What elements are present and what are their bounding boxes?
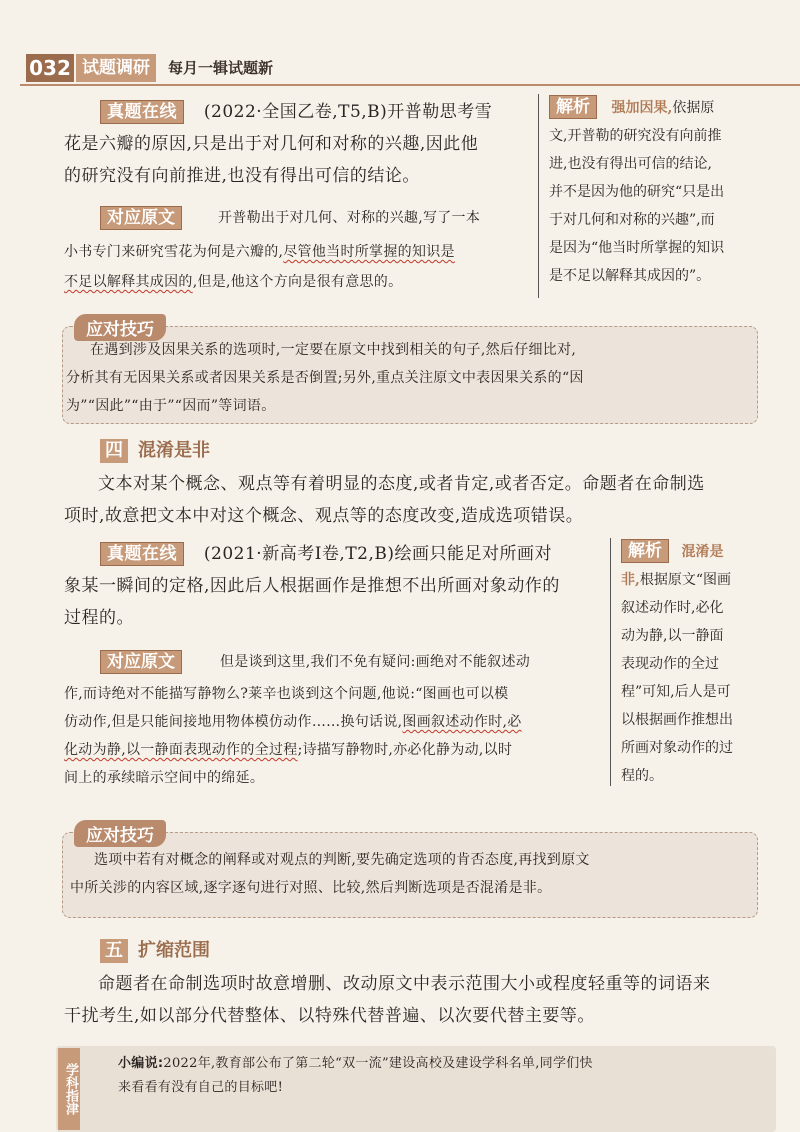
question-line: 象某一瞬间的定格,因此后人根据画作是推想不出所画对象动作的 bbox=[64, 576, 560, 596]
question-line: 的研究没有向前推进,也没有得出可信的结论。 bbox=[64, 166, 420, 186]
analysis-line: 所画对象动作的过 bbox=[621, 740, 733, 756]
header-rule bbox=[20, 84, 800, 86]
editor-line: 2022年,教育部公布了第二轮“双一流”建设高校及建设学科名单,同学们快 bbox=[163, 1056, 593, 1071]
analysis-line: 是不足以解释其成因的”。 bbox=[549, 268, 711, 284]
analysis-line: 表现动作的全过 bbox=[621, 656, 719, 672]
original-text-tag: 对应原文 bbox=[100, 206, 182, 230]
analysis-line: 文,开普勒的研究没有向前推 bbox=[549, 128, 722, 144]
analysis-line: 动为静,以一静面 bbox=[621, 628, 724, 644]
editor-line: 来看看有没有自己的目标吧! bbox=[118, 1080, 284, 1095]
section-title: 混淆是非 bbox=[138, 440, 210, 461]
paragraph-line: 命题者在命制选项时故意增删、改动原文中表示范围大小或程度轻重等的词语来 bbox=[98, 974, 711, 994]
tip-line: 为”“因此”“由于”“因而”等词语。 bbox=[66, 398, 276, 414]
section-tag: 试题调研 bbox=[76, 54, 156, 82]
real-question-tag: 真题在线 bbox=[100, 100, 184, 124]
tip-tag: 应对技巧 bbox=[74, 820, 166, 847]
original-text-line: 但是谈到这里,我们不免有疑问:画绝对不能叙述动 bbox=[220, 654, 531, 670]
original-text-tag: 对应原文 bbox=[100, 650, 182, 674]
page-number: 032 bbox=[26, 54, 74, 82]
analysis-highlight: 非, bbox=[621, 572, 640, 588]
tip-line: 分析其有无因果关系或者因果关系是否倒置;另外,重点关注原文中表因果关系的“因 bbox=[66, 370, 584, 386]
underlined-text: 不足以解释其成因的 bbox=[64, 274, 193, 290]
analysis-highlight: 强加因果, bbox=[611, 100, 673, 116]
analysis-line: 根据原文“图画 bbox=[639, 572, 732, 588]
editor-label: 小编说: bbox=[118, 1056, 164, 1071]
analysis-line: 进,也没有得出可信的结论, bbox=[549, 156, 712, 172]
analysis-line: 并不是因为他的研究“只是出 bbox=[549, 184, 725, 200]
original-text-line: 开普勒出于对几何、对称的兴趣,写了一本 bbox=[218, 210, 481, 226]
analysis-line: 叙述动作时,必化 bbox=[621, 600, 724, 616]
real-question-tag: 真题在线 bbox=[100, 542, 184, 566]
tip-line: 选项中若有对概念的阐释或对观点的判断,要先确定选项的肯否态度,再找到原文 bbox=[94, 852, 590, 868]
question-line: 绘画只能足对所画对 bbox=[394, 544, 553, 564]
question-source: (2021·新高考Ⅰ卷,T2,B) bbox=[203, 544, 395, 564]
question-source: (2022·全国乙卷,T5,B) bbox=[203, 102, 388, 122]
question-line: 过程的。 bbox=[64, 608, 134, 628]
original-text-line: 仿动作,但是只能间接地用物体模仿动作……换句话说, bbox=[64, 714, 403, 730]
analysis-panel bbox=[538, 94, 779, 298]
question-line: 花是六瓣的原因,只是出于对几何和对称的兴趣,因此他 bbox=[64, 134, 479, 154]
analysis-line: 于对几何和对称的兴趣”,而 bbox=[549, 212, 715, 228]
tip-line: 中所关涉的内容区域,逐字逐句进行对照、比较,然后判断选项是否混淆是非。 bbox=[70, 880, 552, 896]
section-number: 五 bbox=[100, 939, 128, 963]
analysis-line: 程”可知,后人是可 bbox=[621, 684, 731, 700]
original-text-line: ,但是,他这个方向是很有意思的。 bbox=[192, 274, 403, 290]
question-block-1 bbox=[100, 96, 530, 128]
analysis-line: 依据原 bbox=[672, 100, 715, 116]
original-text-line: 作,而诗绝对不能描写静物么?莱辛也谈到这个问题,他说:“图画也可以模 bbox=[64, 686, 509, 702]
underlined-text: 尽管他当时所掌握的知识是 bbox=[283, 244, 455, 260]
underlined-text: 图画叙述动作时,必 bbox=[402, 714, 522, 730]
question-line: 开普勒思考雪 bbox=[387, 102, 493, 122]
original-text-line: ;诗描写静物时,亦必化静为动,以时 bbox=[297, 742, 513, 758]
analysis-line: 程的。 bbox=[621, 768, 663, 784]
section-number: 四 bbox=[100, 439, 128, 463]
analysis-tag: 解析 bbox=[621, 539, 669, 563]
paragraph-line: 文本对某个概念、观点等有着明显的态度,或者肯定,或者否定。命题者在命制选 bbox=[98, 474, 705, 494]
section-title: 扩缩范围 bbox=[138, 940, 210, 961]
underlined-text: 化动为静,以一静面表现动作的全过程 bbox=[64, 742, 298, 758]
original-text-line: 间上的承续暗示空间中的绵延。 bbox=[64, 770, 265, 786]
paragraph-line: 项时,故意把文本中对这个概念、观点等的态度改变,造成选项错误。 bbox=[64, 506, 584, 526]
analysis-tag: 解析 bbox=[549, 95, 597, 119]
analysis-line: 以根据画作推想出 bbox=[621, 712, 733, 728]
paragraph-line: 干扰考生,如以部分代替整体、以特殊代替普遍、以次要代替主要等。 bbox=[64, 1006, 595, 1026]
analysis-line: 是因为“他当时所掌握的知识 bbox=[549, 240, 725, 256]
tip-line: 在遇到涉及因果关系的选项时,一定要在原文中找到相关的句子,然后仔细比对, bbox=[90, 342, 577, 358]
tip-tag: 应对技巧 bbox=[74, 314, 166, 341]
analysis-highlight: 混淆是 bbox=[681, 544, 724, 560]
analysis-panel bbox=[610, 538, 771, 786]
header-slogan: 每月一辑试题新 bbox=[168, 59, 274, 77]
original-text-line: 小书专门来研究雪花为何是六瓣的, bbox=[64, 244, 284, 260]
editor-side-label: 学科指津 bbox=[58, 1048, 80, 1130]
